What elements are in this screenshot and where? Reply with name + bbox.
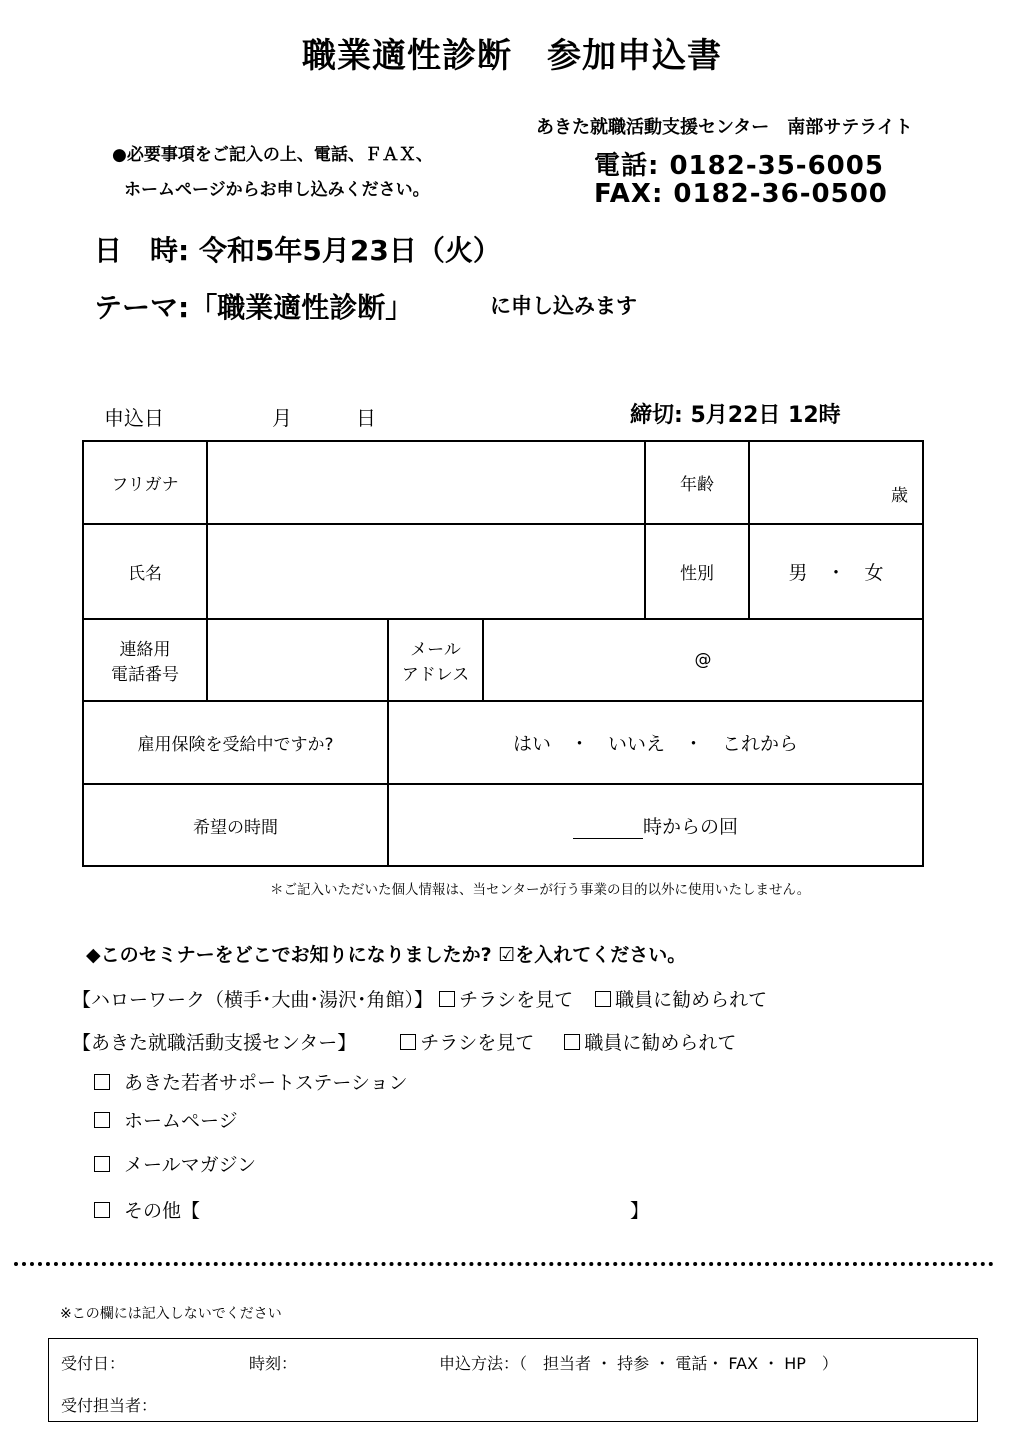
phone-field[interactable]	[207, 619, 388, 701]
hellowork-staff-checkbox[interactable]	[595, 991, 611, 1007]
mail-magazine-label: メールマガジン	[124, 1154, 257, 1176]
center-staff-checkbox[interactable]	[564, 1034, 580, 1050]
apply-date-day[interactable]: 日	[356, 406, 376, 430]
hellowork-flyer-checkbox[interactable]	[439, 991, 455, 1007]
age-unit: 歳	[891, 486, 909, 506]
apply-date-month[interactable]: 月	[272, 406, 292, 430]
other-input[interactable]	[210, 1196, 630, 1218]
center-label: 【あきた就職活動支援センター】	[72, 1032, 357, 1054]
insurance-options[interactable]: はい ・ いいえ ・ これから	[388, 701, 923, 784]
center-fax: FAX: 0182-36-0500	[594, 179, 888, 209]
survey-item	[94, 1106, 238, 1133]
survey-item	[94, 1150, 256, 1177]
apply-date-label: 申込日	[104, 406, 164, 430]
mail-label	[388, 619, 483, 701]
mail-label-line1: メール	[410, 640, 461, 660]
survey-item	[94, 1196, 200, 1223]
other-close-bracket: 】	[630, 1200, 650, 1222]
survey-center-row	[72, 1028, 736, 1055]
center-staff-label: 職員に勧められて	[584, 1032, 737, 1054]
age-label: 年齢	[645, 441, 749, 524]
instruction-line-1: ●必要事項をご記入の上、電話、ＦＡＸ、	[112, 145, 433, 165]
received-date-label: 受付日：	[61, 1354, 126, 1373]
center-phone: 電話: 0182-35-6005	[594, 151, 884, 181]
received-staff-label: 受付担当者：	[61, 1396, 158, 1415]
received-time-label: 時刻：	[249, 1354, 298, 1373]
time-blank[interactable]	[573, 820, 643, 839]
instruction-line-2: ホームページからお申し込みください。	[124, 180, 430, 200]
office-use-box	[48, 1338, 978, 1422]
time-suffix: 時からの回	[643, 815, 739, 838]
mail-field[interactable]	[483, 619, 923, 701]
privacy-note: ＊ご記入いただいた個人情報は、当センターが行う事業の目的以外に使用いたしません。	[270, 882, 811, 898]
office-note: ※この欄には記入しないでください	[60, 1306, 282, 1322]
center-flyer-label: チラシを見て	[420, 1032, 535, 1054]
support-station-checkbox[interactable]	[94, 1074, 110, 1090]
hellowork-label: 【ハローワーク（横手･大曲･湯沢･角館）】	[72, 989, 434, 1011]
furigana-field[interactable]	[207, 441, 645, 524]
phone-label	[83, 619, 207, 701]
gender-options[interactable]: 男 ・ 女	[749, 524, 923, 619]
application-form	[82, 440, 924, 867]
furigana-label: フリガナ	[83, 441, 207, 524]
homepage-checkbox[interactable]	[94, 1112, 110, 1128]
hellowork-flyer-label: チラシを見て	[459, 989, 574, 1011]
mail-label-line2: アドレス	[401, 665, 470, 685]
phone-label-line2: 電話番号	[111, 665, 179, 685]
name-field[interactable]	[207, 524, 645, 619]
theme-label: テーマ:「職業適性診断」	[94, 291, 414, 324]
cut-line	[14, 1262, 994, 1266]
homepage-label: ホームページ	[124, 1110, 238, 1132]
mail-magazine-checkbox[interactable]	[94, 1156, 110, 1172]
page-title: 職業適性診断 参加申込書	[302, 36, 722, 76]
survey-item	[94, 1068, 408, 1095]
time-field[interactable]	[388, 784, 923, 866]
deadline: 締切: 5月22日 12時	[630, 403, 841, 428]
phone-label-line1: 連絡用	[119, 640, 171, 660]
other-checkbox[interactable]	[94, 1202, 110, 1218]
insurance-question: 雇用保険を受給中ですか?	[83, 701, 388, 784]
hellowork-staff-label: 職員に勧められて	[615, 989, 768, 1011]
event-datetime: 日 時: 令和5年5月23日（火）	[94, 234, 501, 267]
gender-label: 性別	[645, 524, 749, 619]
time-label: 希望の時間	[83, 784, 388, 866]
survey-question: ◆このセミナーをどこでお知りになりましたか? ☑を入れてください。	[86, 944, 687, 966]
other-label: その他【	[124, 1200, 201, 1222]
survey-hellowork-row	[72, 985, 767, 1012]
age-field[interactable]	[749, 441, 923, 524]
center-flyer-checkbox[interactable]	[400, 1034, 416, 1050]
support-station-label: あきた若者サポートステーション	[124, 1072, 408, 1094]
name-label: 氏名	[83, 524, 207, 619]
theme-suffix: に申し込みます	[490, 294, 637, 318]
apply-method-label: 申込方法：（ 担当者 ・ 持参 ・ 電話・ FAX ・ HP ）	[439, 1354, 838, 1373]
center-name: あきた就職活動支援センター 南部サテライト	[536, 117, 913, 138]
at-sign: @	[694, 650, 712, 670]
